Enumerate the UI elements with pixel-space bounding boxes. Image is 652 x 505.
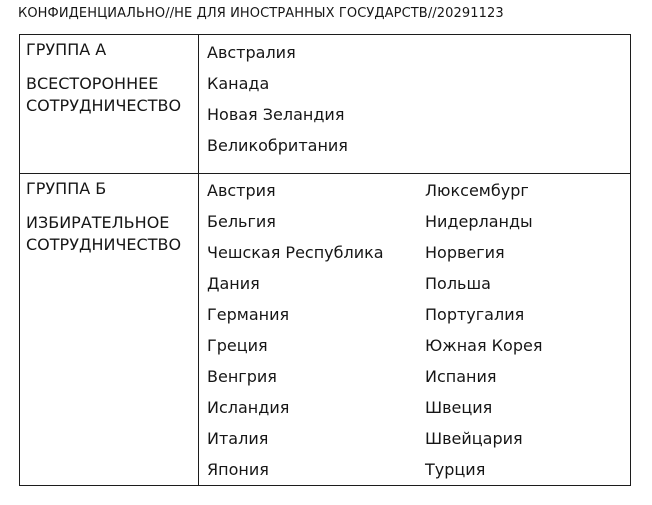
country-item: Австрия [207, 181, 276, 200]
group-a-desc-line2: СОТРУДНИЧЕСТВО [26, 96, 182, 115]
group-b-description [26, 212, 198, 256]
group-b-desc-line2: СОТРУДНИЧЕСТВО [26, 235, 182, 254]
country-item: Италия [207, 429, 269, 448]
country-item: Чешская Республика [207, 243, 384, 262]
country-item: Нидерланды [425, 212, 533, 231]
group-b-country-list-col2 [425, 175, 630, 485]
group-b-country-list-col1 [207, 175, 425, 485]
classification-banner: КОНФИДЕНЦИАЛЬНО//НЕ ДЛЯ ИНОСТРАННЫХ ГОСУДАРСТВ//20291123 [18, 6, 504, 21]
group-b-header-cell [20, 174, 199, 486]
country-item: Швейцария [425, 429, 523, 448]
country-item: Греция [207, 336, 268, 355]
country-item: Швеция [425, 398, 493, 417]
country-item: Бельгия [207, 212, 276, 231]
group-a-desc-line1: ВСЕСТОРОННЕЕ [26, 74, 159, 93]
group-b-row [20, 174, 631, 486]
group-a-label: ГРУППА А [26, 40, 107, 59]
country-item: Южная Корея [425, 336, 543, 355]
group-a-country-list [207, 37, 630, 161]
group-b-country-columns [207, 175, 630, 485]
country-item: Польша [425, 274, 491, 293]
country-item: Португалия [425, 305, 525, 324]
country-item: Новая Зеландия [207, 105, 345, 124]
group-a-header-cell [20, 35, 199, 174]
group-a-row [20, 35, 631, 174]
group-a-description [26, 73, 198, 117]
country-item: Япония [207, 460, 269, 479]
country-item: Исландия [207, 398, 290, 417]
country-item: Испания [425, 367, 497, 386]
group-b-label: ГРУППА Б [26, 179, 107, 198]
country-item: Турция [425, 460, 486, 479]
country-item: Норвегия [425, 243, 505, 262]
country-item: Дания [207, 274, 260, 293]
group-a-countries-cell [199, 35, 631, 174]
country-item: Канада [207, 74, 270, 93]
country-item: Венгрия [207, 367, 277, 386]
group-b-countries-cell [199, 174, 631, 486]
country-item: Люксембург [425, 181, 529, 200]
country-item: Австралия [207, 43, 296, 62]
group-b-desc-line1: ИЗБИРАТЕЛЬНОЕ [26, 213, 170, 232]
cooperation-groups-table [19, 34, 631, 486]
country-item: Великобритания [207, 136, 348, 155]
country-item: Германия [207, 305, 290, 324]
